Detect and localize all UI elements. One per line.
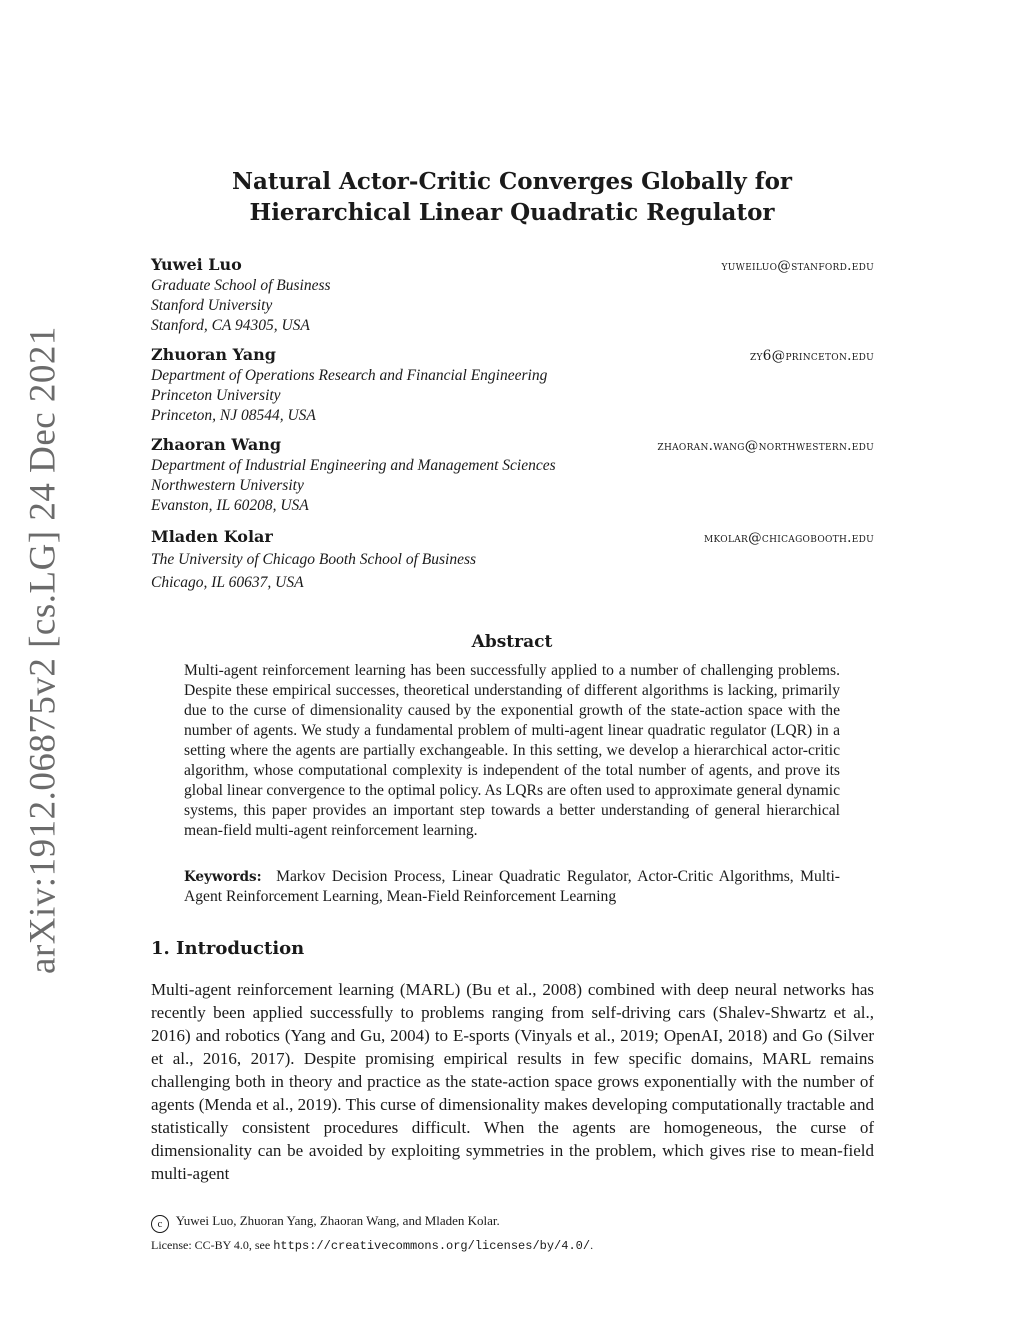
author-block-luo xyxy=(151,255,874,336)
author-email[interactable]: zy6@princeton.edu xyxy=(749,348,874,364)
affiliation-line: Stanford, CA 94305, USA xyxy=(151,317,310,334)
affiliation-line: Princeton University xyxy=(151,387,281,404)
affiliation-line: Evanston, IL 60208, USA xyxy=(151,497,309,514)
affiliation-line: Northwestern University xyxy=(151,477,304,494)
license-link[interactable]: https://creativecommons.org/licenses/by/4.0/ xyxy=(273,1239,591,1253)
author-email[interactable]: yuweiluo@stanford.edu xyxy=(721,258,874,274)
author-name: Zhuoran Yang xyxy=(151,345,276,364)
affiliation-line: Department of Operations Research and Financial Engineering xyxy=(151,367,548,384)
section-heading-introduction: 1. Introduction xyxy=(151,938,305,959)
copyright-text: Yuwei Luo, Zhuoran Yang, Zhaoran Wang, and Mladen Kolar. xyxy=(175,1213,500,1228)
copyright-notice xyxy=(151,1213,500,1233)
author-name: Mladen Kolar xyxy=(151,527,273,546)
affiliation-line: Stanford University xyxy=(151,297,273,314)
affiliation-line: Department of Industrial Engineering and Management Sciences xyxy=(151,457,556,474)
abstract-heading: Abstract xyxy=(471,632,553,652)
author-name: Zhaoran Wang xyxy=(151,435,282,454)
license-notice xyxy=(151,1238,593,1253)
title-line-1: Natural Actor-Critic Converges Globally for xyxy=(231,168,793,195)
affiliation-line: Chicago, IL 60637, USA xyxy=(151,574,304,591)
copyright-icon: c xyxy=(151,1215,169,1233)
title-line-2: Hierarchical Linear Quadratic Regulator xyxy=(249,199,775,226)
arxiv-identifier-stamp: arXiv:1912.06875v2 [cs.LG] 24 Dec 2021 xyxy=(22,326,64,974)
affiliation-line: Graduate School of Business xyxy=(151,277,331,294)
author-email[interactable]: mkolar@chicagobooth.edu xyxy=(703,530,874,546)
affiliation-line: Princeton, NJ 08544, USA xyxy=(151,407,316,424)
author-name: Yuwei Luo xyxy=(151,255,242,274)
author-block-yang xyxy=(151,345,874,426)
keywords-list: Markov Decision Process, Linear Quadratic Regulator, Actor-Critic Algorithms, Multi-Agent Reinforcement Learning, Mean-Field Reinforcement Learning xyxy=(184,868,840,905)
affiliation-line: The University of Chicago Booth School of Business xyxy=(151,551,477,568)
introduction-text: Multi-agent reinforcement learning (MARL) (Bu et al., 2008) combined with deep neural networks has recently been applied successfully to problems ranging from self-driving cars (Shalev-Shwartz et al., 2016) and robotics (Yang and Gu, 2004) to E-sports (Vinyals et al., 2019; OpenAI, 2018) and Go (Silver et al., 2016, 2017). Despite promising empirical results in few specific domains, MARL remains challenging both in theory and practice as the state-action space grows exponentially with the number of agents (Menda et al., 2019). This curse of dimensionality makes developing computationally tractable and statistically consistent procedures difficult. When the agents are homogeneous, the curse of dimensionality can be avoided by exploiting symmetries in the problem, which gives rise to mean-field multi-agent xyxy=(151,980,874,1183)
license-suffix: . xyxy=(590,1238,594,1252)
abstract-text: Multi-agent reinforcement learning has been successfully applied to a number of challenging problems. Despite these empirical successes, theoretical understanding of different algorithms is lacking, primarily due to the curse of dimensionality caused by the exponential growth of the state-action space with the number of agents. We study a fundamental problem of multi-agent linear quadratic regulator (LQR) in a setting where the agents are partially exchangeable. In this setting, we develop a hierarchical actor-critic algorithm, whose computational complexity is independent of the total number of agents, and prove its global linear convergence to the optimal policy. As LQRs are often used to approximate general dynamic systems, this paper provides an important step towards a better understanding of general hierarchical mean-field multi-agent reinforcement learning. xyxy=(184,662,840,839)
author-block-wang xyxy=(151,435,874,516)
license-prefix: License: CC-BY 4.0, see xyxy=(151,1238,271,1252)
keywords-paragraph xyxy=(184,867,840,907)
paper-title xyxy=(150,166,874,228)
keywords-label: Keywords: xyxy=(184,869,262,885)
author-email[interactable]: zhaoran.wang@northwestern.edu xyxy=(657,438,874,454)
author-block-kolar xyxy=(151,527,874,594)
